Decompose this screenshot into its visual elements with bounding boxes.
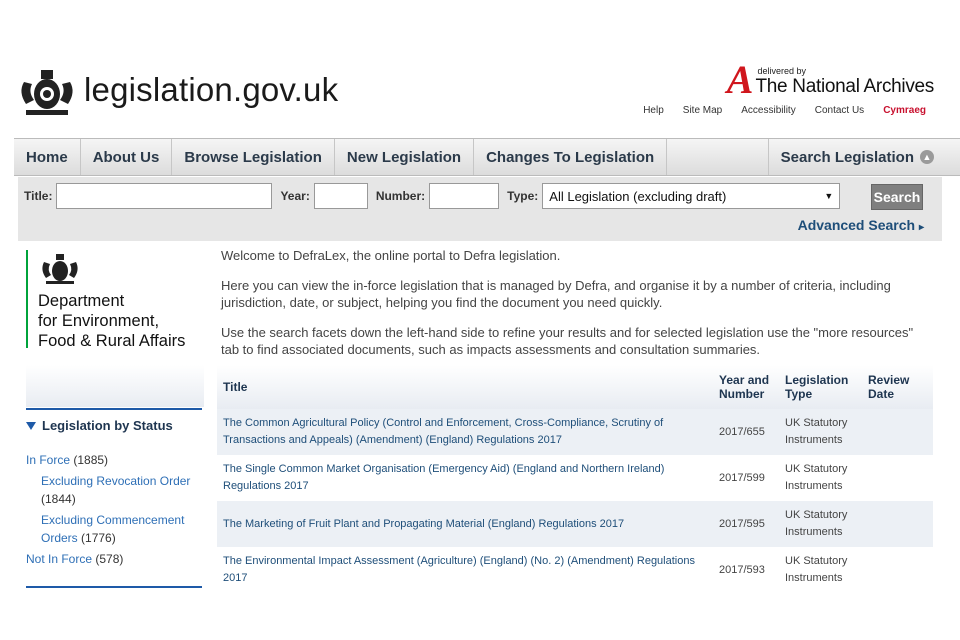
row-type: UK Statutory Instruments: [785, 509, 848, 538]
table-row: [217, 501, 933, 547]
year-input[interactable]: [314, 183, 368, 209]
type-label: Type:: [507, 189, 539, 203]
title-label: Title:: [24, 189, 53, 203]
nav-new-legislation[interactable]: New Legislation: [335, 139, 474, 175]
utility-links: [643, 105, 926, 116]
intro-paragraph: Welcome to DefraLex, the online portal to Defra legislation.: [221, 248, 561, 263]
row-type: UK Statutory Instruments: [785, 555, 848, 584]
table-row: [217, 547, 933, 593]
row-review: [864, 547, 933, 593]
site-logo[interactable]: [14, 62, 338, 118]
site-map-link[interactable]: Site Map: [682, 105, 723, 116]
facet-count: (578): [95, 552, 124, 566]
site-name: legislation.gov.uk: [84, 71, 339, 108]
defra-name-line-3: Food & Rural Affairs: [38, 332, 186, 350]
advanced-search-label: Advanced Search: [797, 217, 916, 233]
royal-coat-of-arms-icon: [14, 62, 80, 118]
facet-divider: [26, 586, 202, 588]
dropdown-arrow-icon: ▼: [824, 191, 834, 201]
facet-title[interactable]: [26, 418, 202, 433]
defra-name-line-2: for Environment,: [38, 312, 160, 330]
search-button[interactable]: Search: [871, 184, 923, 210]
column-header-title[interactable]: Title: [223, 380, 248, 394]
intro-paragraph: Use the search facets down the left-hand side to refine your results and for selected legislation use the "more resources" tab to find associated documents, such as impacts assessments and consultation summaries.: [221, 325, 914, 357]
year-label: Year:: [280, 189, 310, 203]
tna-delivered-by: delivered by: [757, 66, 807, 76]
row-type: UK Statutory Instruments: [785, 463, 848, 492]
table-row: [217, 409, 933, 455]
nav-changes-to-legislation[interactable]: Changes To Legislation: [474, 139, 667, 175]
column-header-year[interactable]: Year and Number: [719, 373, 770, 401]
nav-about-us[interactable]: About Us: [81, 139, 173, 175]
main-nav: [14, 138, 960, 176]
row-title-link[interactable]: The Common Agricultural Policy (Control and Enforcement, Cross-Compliance, Scrutiny of Transactions and Appeals) (Amendment) (England) Regulations 2017: [223, 417, 664, 446]
facet-count: (1885): [73, 453, 109, 467]
type-select[interactable]: [542, 183, 840, 209]
row-title-link[interactable]: The Single Common Market Organisation (Emergency Aid) (England and Northern Ireland) Regulations 2017: [223, 463, 665, 492]
status-facet: [26, 408, 202, 571]
column-header-review[interactable]: Review Date: [868, 373, 910, 401]
facet-title-label: Legislation by Status: [42, 418, 173, 433]
facet-link[interactable]: Not In Force: [26, 552, 93, 566]
facet-link[interactable]: Excluding Commencement Orders: [41, 513, 185, 545]
row-review: [864, 409, 933, 455]
table-header: [217, 365, 933, 409]
column-header-type[interactable]: Legislation Type: [785, 373, 849, 401]
table-row: [217, 455, 933, 501]
advanced-search-link[interactable]: [798, 217, 924, 233]
nav-spacer: [667, 139, 767, 175]
facet-item-excluding-commencement: [26, 511, 202, 547]
row-year: 2017/593: [719, 563, 765, 576]
row-title-link[interactable]: The Environmental Impact Assessment (Agriculture) (England) (No. 2) (Amendment) Regulations 2017: [223, 555, 695, 584]
facet-item-in-force: [26, 451, 202, 469]
row-year: 2017/655: [719, 425, 765, 438]
number-label: Number:: [375, 189, 426, 203]
sidebar-header-band: [26, 365, 204, 407]
nav-home[interactable]: Home: [14, 139, 81, 175]
chevron-right-icon: ▸: [918, 222, 924, 233]
expand-triangle-icon: [26, 422, 36, 430]
collapse-arrow-icon: ▲: [920, 150, 934, 164]
facet-count: (1844): [41, 492, 76, 506]
results-table: [217, 365, 933, 593]
tna-name: The National Archives: [755, 76, 934, 97]
type-select-value: All Legislation (excluding draft): [549, 188, 727, 204]
row-year: 2017/599: [719, 471, 765, 484]
national-archives-logo[interactable]: [726, 57, 934, 102]
row-review: [864, 501, 933, 547]
tna-mark: A: [726, 57, 754, 102]
search-panel: [18, 177, 942, 241]
facet-link[interactable]: Excluding Revocation Order: [41, 474, 191, 488]
nav-browse-legislation[interactable]: Browse Legislation: [172, 139, 335, 175]
intro-paragraph: Here you can view the in-force legislation that is managed by Defra, and organise it by a number of criteria, including jurisdiction, date, or subject, helping you find the document you need quickly.: [221, 278, 891, 310]
defra-logo: [26, 250, 206, 348]
nav-search-label: Search Legislation: [780, 148, 914, 166]
contact-us-link[interactable]: Contact Us: [814, 105, 865, 116]
facet-link[interactable]: In Force: [26, 453, 71, 467]
title-input[interactable]: [56, 183, 272, 209]
facet-count: (1776): [81, 531, 116, 545]
facet-item-not-in-force: [26, 550, 202, 568]
row-year: 2017/595: [719, 517, 765, 530]
number-input[interactable]: [429, 183, 499, 209]
row-type: UK Statutory Instruments: [785, 417, 848, 446]
row-review: [864, 455, 933, 501]
cymraeg-link[interactable]: Cymraeg: [883, 105, 926, 116]
royal-crest-icon: [38, 250, 82, 286]
defra-name-line-1: Department: [38, 292, 125, 310]
row-title-link[interactable]: The Marketing of Fruit Plant and Propagating Material (England) Regulations 2017: [223, 517, 625, 530]
help-link[interactable]: Help: [643, 105, 664, 116]
nav-search-legislation[interactable]: [768, 139, 960, 175]
intro-text: [221, 247, 921, 371]
accessibility-link[interactable]: Accessibility: [741, 105, 796, 116]
facet-item-excluding-revocation: [26, 472, 202, 508]
